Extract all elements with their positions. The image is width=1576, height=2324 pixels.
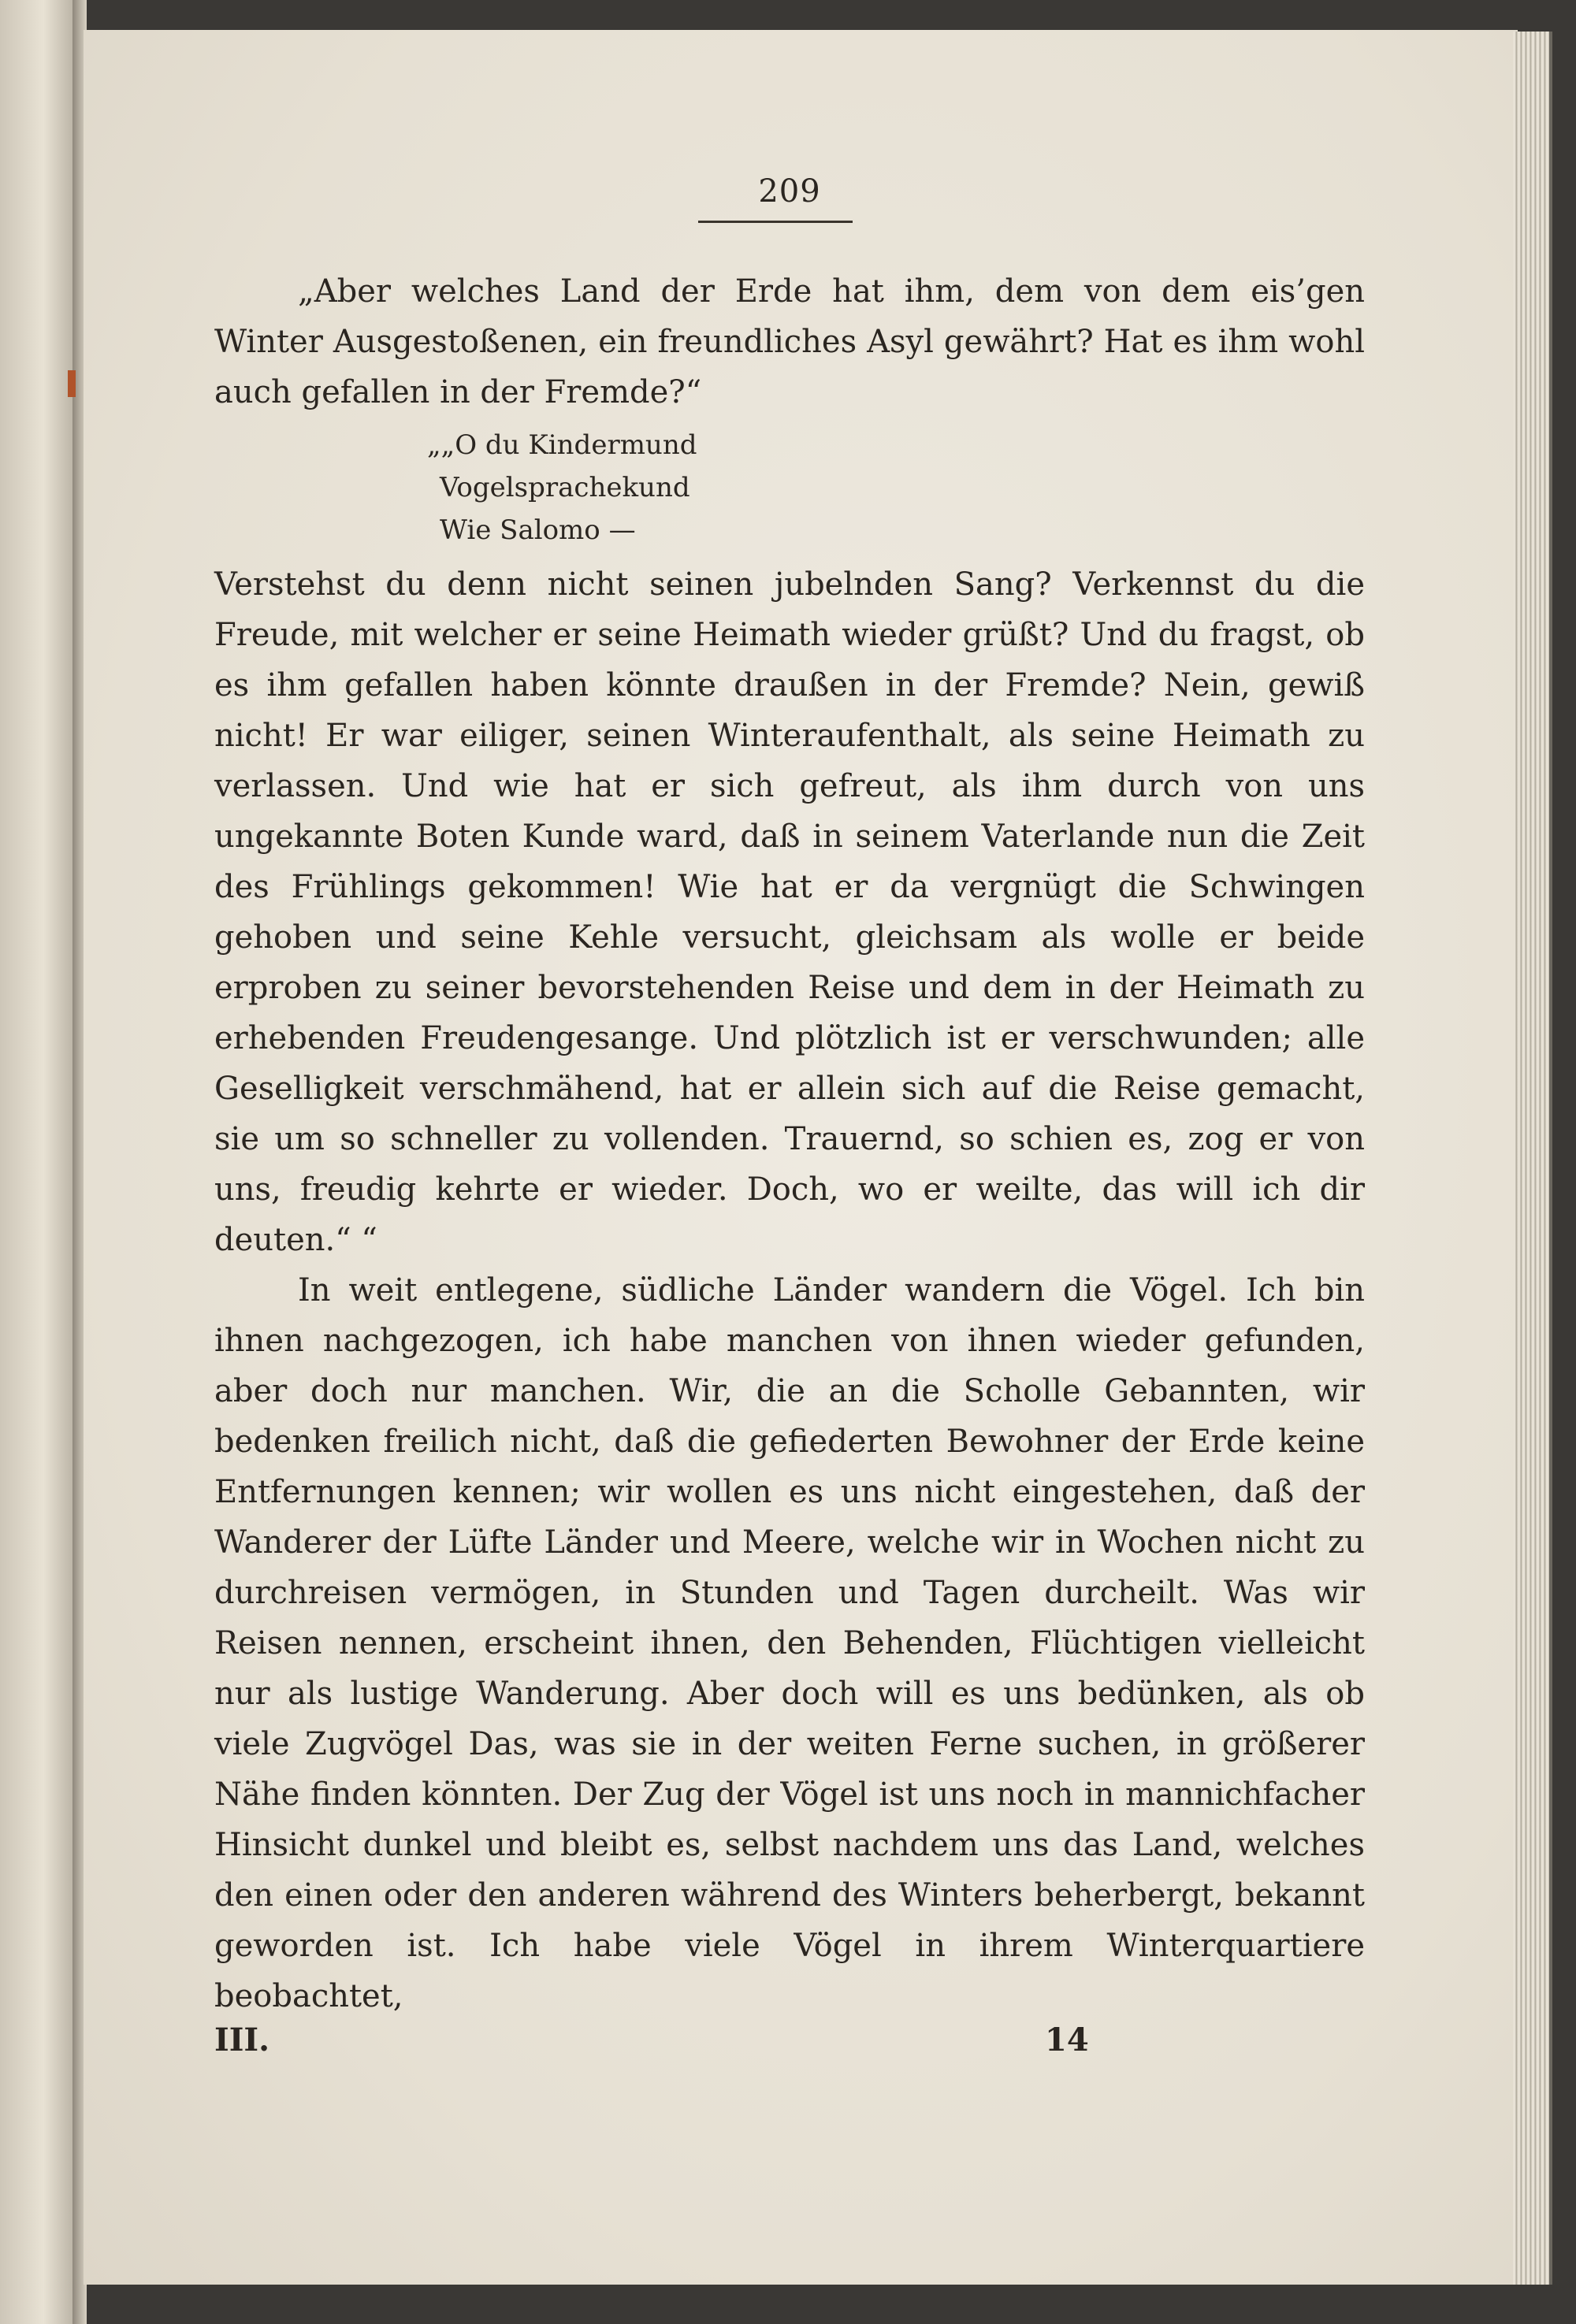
paragraph: In weit entlegene, südliche Länder wandern die Vögel. Ich bin ihnen nachgezogen, ich habe manchen von ihnen wieder gefunden, aber doch nur manchen. Wir, die an die Scholle Gebannten, wir bedenken freilich nicht, daß die gefiederten Bewohner der Erde keine Entfernungen kennen; wir wollen es uns nicht eingestehen, daß der Wanderer der Lüfte Länder und Meere, welche wir in Wochen nicht zu durchreisen vermögen, in Stunden und Tagen durcheilt. Was wir Reisen nennen, erscheint ihnen, den Behenden, Flüchtigen vielleicht nur als lustige Wanderung. Aber doch will es uns bedünken, als ob viele Zugvögel Das, was sie in der weiten Ferne suchen, in größerer Nähe finden könnten. Der Zug der Vögel ist uns noch in mannichfacher Hinsicht dunkel und bleibt es, selbst nachdem uns das Land, welches den einen oder den anderen während des Winters beherbergt, bekannt geworden ist. Ich habe viele Vögel in ihrem Winterquartiere beobachtet, xyxy=(214,1272,1365,2014)
verse-line: Wie Salomo — xyxy=(440,514,636,546)
body-text xyxy=(214,266,1365,2021)
bookmark-ribbon xyxy=(68,370,76,397)
verse-line: Vogelsprachekund xyxy=(440,472,690,503)
paragraph: „Aber welches Land der Erde hat ihm, dem von dem eis’gen Winter Ausgestoßenen, ein freundliches Asyl gewährt? Hat es ihm wohl auch gefallen in der Fremde?“ xyxy=(214,273,1365,410)
verse-line: „„O du Kindermund xyxy=(427,429,697,461)
paragraph: Verstehst du denn nicht seinen jubelnden Sang? Verkennst du die Freude, mit welcher er seine Heimath wieder grüßt? Und du fragst, ob es ihm gefallen haben könnte draußen in der Fremde? Nein, gewiß nicht! Er war eiliger, seinen Winteraufenthalt, als seine Heimath zu verlassen. Und wie hat er sich gefreut, als ihm durch von uns ungekannte Boten Kunde ward, daß in seinem Vaterlande nun die Zeit des Frühlings gekommen! Wie hat er da vergnügt die Schwingen gehoben und seine Kehle versucht, gleichsam als wolle er beide erproben zu seiner bevorstehenden Reise und dem in der Heimath zu erhebenden Freudengesange. Und plötzlich ist er verschwunden; alle Geselligkeit verschmähend, hat er allein sich auf die Reise gemacht, sie um so schneller zu vollenden. Trauernd, so schien es, zog er von uns, freudig kehrte er wieder. Doch, wo er weilte, das will ich dir deuten.“ “ xyxy=(214,566,1365,1258)
page-number-rule xyxy=(698,221,853,223)
page-number: 209 xyxy=(758,173,821,210)
left-page-edge xyxy=(0,0,75,2324)
verse-quote xyxy=(214,424,1365,551)
text-block xyxy=(214,30,1365,2285)
signature-mark: III. xyxy=(214,2021,270,2059)
sheet-number: 14 xyxy=(1045,2021,1089,2059)
book-page xyxy=(84,30,1518,2285)
page-footer xyxy=(214,2021,1365,2069)
page-edges xyxy=(1513,32,1552,2285)
